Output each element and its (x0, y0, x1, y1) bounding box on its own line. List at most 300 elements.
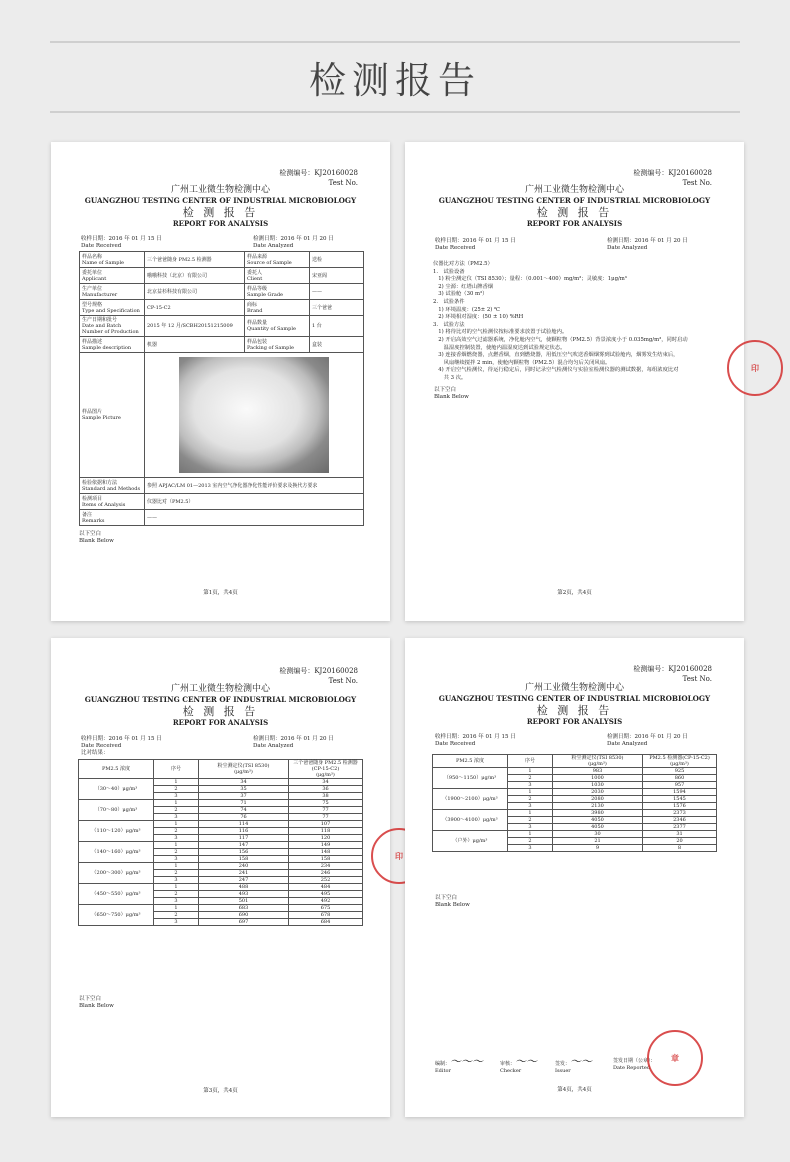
header-dev-unit: (μg/m³) (670, 761, 689, 767)
method-line: 1) 粉尘测定仪（TSI 8530）；量程：（0.001～400）mg/m³；灵敏度：1μg/m³ (433, 276, 627, 283)
ref-value-cell: 35 (199, 786, 289, 793)
heading-underline (50, 111, 740, 113)
table-row (79, 884, 363, 891)
report-title-cn: 检 测 报 告 (536, 704, 613, 717)
test-number-en: Test No. (328, 677, 358, 685)
standard-label: 检验依据和方法 (82, 479, 118, 486)
org-name-en: GUANGZHOU TESTING CENTER OF INDUSTRIAL MICROBIOLOGY (84, 695, 357, 704)
seq-cell: 1 (154, 905, 199, 912)
table-row (79, 842, 363, 849)
picture-label-en: Sample Picture (82, 415, 121, 421)
received-date: 收样日期：2016 年 01 月 15 日 (81, 236, 162, 242)
table-row (433, 810, 717, 817)
method-line: 2) 环境相对湿度：(50 ± 10) %RH (433, 314, 524, 321)
field-label: 样品名称 (82, 253, 103, 260)
editor-label: 编制： (435, 1061, 451, 1067)
sample-picture-row (80, 353, 364, 478)
seq-cell: 3 (154, 856, 199, 863)
seq-cell: 2 (154, 912, 199, 919)
blank-below-en: Blank Below (435, 902, 470, 908)
blank-below-en: Blank Below (79, 1003, 114, 1009)
ref-value-cell: 74 (199, 807, 289, 814)
page-number: 第1页，共4页 (203, 590, 238, 596)
seq-cell: 3 (154, 793, 199, 800)
method-line: 4) 开启空气检测仪，待运行稳定后，同时记录空气检测仪与实验室检测仪器的测试数据，每组浓度比对 (433, 367, 679, 374)
method-line: 仪器比对方法（PM2.5） (433, 261, 493, 267)
report-title-en: REPORT FOR ANALYSIS (526, 717, 623, 726)
checker-label: 审核： (500, 1061, 516, 1067)
items-label: 检测项目 (82, 495, 103, 502)
received-date-en: Date Received (81, 743, 122, 749)
test-number-label: 检测编号：KJ20160028 (633, 169, 712, 177)
range-cell: （户外）μg/m³ (433, 831, 508, 852)
seq-cell: 2 (508, 775, 553, 782)
info-row (80, 337, 364, 353)
seq-cell: 3 (508, 845, 553, 852)
report-header (405, 682, 744, 727)
ref-value-cell: 117 (199, 835, 289, 842)
field-label-en: Quantity of Sample (247, 326, 296, 332)
ref-value-cell: 9 (553, 845, 643, 852)
blank-below-cn: 以下空白 (79, 531, 102, 537)
device-value-cell: 118 (289, 828, 363, 835)
ref-value-cell: 983 (553, 768, 643, 775)
seq-cell: 3 (154, 814, 199, 821)
ref-value-cell: 158 (199, 856, 289, 863)
org-name-en: GUANGZHOU TESTING CENTER OF INDUSTRIAL MICROBIOLOGY (84, 196, 357, 205)
blank-below (435, 895, 470, 909)
seq-cell: 1 (508, 789, 553, 796)
seq-cell: 1 (508, 810, 553, 817)
device-value-cell: 495 (289, 891, 363, 898)
standard-value: 参照 APJAC/LM 01—2013 室内空气净化器净化性能评价要求及换代方要求 (145, 478, 364, 494)
seq-cell: 1 (154, 842, 199, 849)
picture-label: 样品图片 (82, 409, 103, 415)
range-cell: （110～120）μg/m³ (79, 821, 154, 842)
field-label-en: Date and Batch Number of Production (82, 323, 139, 335)
blank-below (434, 387, 469, 401)
field-label-en: Applicant (82, 275, 107, 282)
blank-below-en: Blank Below (79, 538, 114, 544)
field-label: 样品数量 (247, 320, 268, 326)
device-value-cell: 1545 (643, 796, 717, 803)
ref-value-cell: 4050 (553, 824, 643, 831)
range-cell: （70～80）μg/m³ (79, 800, 154, 821)
field-value: 机器 (145, 337, 245, 353)
device-value-cell: 34 (289, 779, 363, 786)
seq-cell: 2 (508, 838, 553, 845)
field-label-en: Client (247, 275, 263, 282)
field-value: 盒装 (310, 337, 364, 353)
method-line: 温湿度控制装置，使舱内温湿度达到试验规定状态。 (433, 344, 566, 351)
ref-value-cell: 1030 (553, 782, 643, 789)
seq-cell: 2 (154, 870, 199, 877)
method-line: 2) 开启高效空气过滤器系统，净化舱内空气，使颗粒物（PM2.5）背景浓度小于 0.035mg/m³，同时启动 (433, 336, 688, 343)
info-row (80, 316, 364, 337)
seq-cell: 2 (154, 891, 199, 898)
method-line: 3. 试验方法 (433, 321, 465, 328)
ref-value-cell: 683 (199, 905, 289, 912)
field-label-en: Sample Grade (247, 291, 284, 298)
blank-below (79, 996, 114, 1010)
seq-cell: 3 (154, 835, 199, 842)
test-number-label: 检测编号：KJ20160028 (279, 667, 358, 675)
range-cell: （140～160）μg/m³ (79, 842, 154, 863)
field-value: —— (310, 284, 364, 300)
range-cell: （950～1150）μg/m³ (433, 768, 508, 789)
ref-value-cell: 3980 (553, 810, 643, 817)
device-value-cell: 484 (289, 884, 363, 891)
checker-signature (500, 1055, 538, 1075)
ref-value-cell: 76 (199, 814, 289, 821)
ref-value-cell: 2080 (553, 796, 643, 803)
field-label: 样品来源 (247, 253, 268, 260)
method-line: 3) 试验舱（30 m³） (433, 291, 488, 298)
device-value-cell: 8 (643, 845, 717, 852)
report-title-cn: 检 测 报 告 (536, 206, 613, 219)
blank-below-en: Blank Below (434, 394, 469, 400)
page-heading: 检测报告 (309, 59, 481, 102)
field-value: 三个爸爸随身 PM2.5 检测器 (145, 252, 245, 268)
field-value: 送检 (310, 252, 364, 268)
field-label: 型号规格 (82, 301, 103, 308)
report-date-label-en: Date Reported (613, 1065, 651, 1071)
remarks-row (80, 510, 364, 526)
test-method-text (433, 261, 723, 383)
report-header (51, 184, 390, 229)
received-date: 收样日期：2016 年 01 月 15 日 (435, 734, 516, 740)
issuer-label: 签发： (555, 1061, 571, 1067)
method-line: 1. 试验设备 (433, 268, 465, 275)
seal-stamp: 印 (371, 828, 427, 884)
device-value-cell: 957 (643, 782, 717, 789)
device-value-cell: 860 (643, 775, 717, 782)
method-line: 1) 将待比对的空气检测仪按标准要求放置于试验舱内。 (433, 329, 568, 336)
device-value-cell: 925 (643, 768, 717, 775)
device-value-cell: 75 (289, 800, 363, 807)
blank-below (79, 531, 114, 545)
method-line: 2) 尘源：红塔山牌香烟 (433, 283, 494, 290)
ref-value-cell: 21 (553, 838, 643, 845)
device-value-cell: 77 (289, 807, 363, 814)
ref-value-cell: 690 (199, 912, 289, 919)
report-header (51, 683, 390, 728)
method-line: 2. 试验条件 (433, 298, 465, 305)
seq-cell: 3 (508, 824, 553, 831)
org-name-en: GUANGZHOU TESTING CENTER OF INDUSTRIAL MICROBIOLOGY (438, 196, 711, 205)
page-number: 第3页，共4页 (203, 1088, 238, 1094)
items-label-en: Items of Analysis (82, 501, 126, 508)
items-row (80, 494, 364, 510)
table-row (433, 789, 717, 796)
blank-below-cn: 以下空白 (434, 387, 457, 393)
field-label-en: Manufacturer (82, 291, 118, 298)
report-title-en: REPORT FOR ANALYSIS (172, 219, 269, 228)
ref-value-cell: 2030 (553, 789, 643, 796)
range-cell: （30～40）μg/m³ (79, 779, 154, 800)
header-dev-unit: (μg/m³) (316, 772, 335, 778)
issuer-handwriting: ～～ (570, 1055, 593, 1068)
device-value-cell: 492 (289, 898, 363, 905)
device-value-cell: 678 (289, 912, 363, 919)
received-date: 收样日期：2016 年 01 月 15 日 (435, 238, 516, 244)
ref-value-cell: 488 (199, 884, 289, 891)
field-label: 生产单位 (82, 285, 103, 292)
field-value: CP-15-C2 (145, 300, 245, 316)
field-label: 样品描述 (82, 338, 103, 345)
ref-value-cell: 241 (199, 870, 289, 877)
seq-cell: 1 (154, 821, 199, 828)
table-header-row (79, 760, 363, 779)
remarks-value: —— (145, 510, 364, 526)
field-label: 样品包装 (247, 338, 268, 345)
seq-cell: 1 (154, 884, 199, 891)
ref-value-cell: 34 (199, 779, 289, 786)
report-title-en: REPORT FOR ANALYSIS (526, 219, 623, 228)
test-number-en: Test No. (682, 179, 712, 187)
device-value-cell: 149 (289, 842, 363, 849)
field-label: 委托人 (247, 269, 263, 276)
org-name-cn: 广州工业微生物检测中心 (524, 683, 624, 693)
report-page-2 (405, 142, 759, 621)
table-row (433, 831, 717, 838)
device-value-cell: 2377 (643, 824, 717, 831)
field-label-en: Type and Specification (82, 307, 140, 314)
issuer-label-en: Issuer (555, 1068, 571, 1074)
editor-handwriting: ～～～ (450, 1055, 484, 1068)
analyzed-date-en: Date Analyzed (607, 741, 648, 747)
device-value-cell: 246 (289, 870, 363, 877)
ref-value-cell: 4050 (553, 817, 643, 824)
field-value: 2015 年 12 月/SCBH20151215009 (145, 316, 245, 337)
seq-cell: 3 (154, 919, 199, 926)
method-line: 风扇继续搅拌 2 min，使舱内颗粒物（PM2.5）混合均匀后关闭风扇。 (433, 359, 611, 366)
table-row (79, 821, 363, 828)
device-value-cell: 675 (289, 905, 363, 912)
editor-label-en: Editor (435, 1068, 451, 1074)
report-date-label: 签发日期（公章）： (613, 1058, 656, 1064)
field-label: 商标 (247, 301, 258, 308)
ref-value-cell: 156 (199, 849, 289, 856)
seq-cell: 2 (154, 786, 199, 793)
header-dev: 三个爸爸随身 PM2.5 检测器 (293, 760, 358, 766)
checker-handwriting: ～～ (515, 1055, 538, 1068)
ref-value-cell: 71 (199, 800, 289, 807)
sample-photo (179, 357, 329, 473)
report-header (405, 184, 744, 229)
info-row (80, 252, 364, 268)
device-value-cell: 107 (289, 821, 363, 828)
official-seal-stamp: 章 (647, 1030, 703, 1086)
method-line: 共 3 次。 (433, 374, 467, 381)
field-value: 1 台 (310, 316, 364, 337)
report-page-4 (405, 638, 744, 1117)
ref-value-cell: 247 (199, 877, 289, 884)
ref-value-cell: 147 (199, 842, 289, 849)
seq-cell: 2 (508, 796, 553, 803)
analyzed-date: 检测日期：2016 年 01 月 20 日 (607, 734, 688, 740)
seq-cell: 2 (154, 849, 199, 856)
device-value-cell: 31 (643, 831, 717, 838)
comparison-table (78, 759, 363, 926)
device-value-cell: 77 (289, 814, 363, 821)
field-label-en: Source of Sample (247, 259, 292, 266)
blank-below-cn: 以下空白 (435, 895, 458, 901)
test-number-en: Test No. (328, 179, 358, 187)
seq-cell: 3 (154, 898, 199, 905)
ref-value-cell: 501 (199, 898, 289, 905)
field-value: 宋亚阁 (310, 268, 364, 284)
info-row (80, 284, 364, 300)
field-label: 生产日期和批号 (82, 317, 118, 323)
seq-cell: 3 (508, 803, 553, 810)
seq-cell: 1 (508, 768, 553, 775)
header-range: PM2.5 浓度 (79, 760, 154, 779)
test-number-en: Test No. (682, 675, 712, 683)
standard-row (80, 478, 364, 494)
ref-value-cell: 30 (553, 831, 643, 838)
table-row (79, 905, 363, 912)
device-value-cell: 36 (289, 786, 363, 793)
seq-cell: 1 (508, 831, 553, 838)
header-range: PM2.5 浓度 (433, 755, 508, 768)
ref-value-cell: 2130 (553, 803, 643, 810)
analyzed-date-en: Date Analyzed (253, 743, 294, 749)
header-ref-unit: (μg/m³) (234, 769, 253, 775)
field-label-en: Brand (247, 307, 263, 314)
items-value: 仪器比对（PM2.5） (145, 494, 364, 510)
device-value-cell: 2373 (643, 810, 717, 817)
header-seq: 序号 (508, 755, 553, 768)
seal-stamp: 印 (727, 340, 783, 396)
range-cell: （3900～4100）μg/m³ (433, 810, 508, 831)
info-row (80, 300, 364, 316)
analyzed-date: 检测日期：2016 年 01 月 20 日 (253, 236, 334, 242)
report-page-3 (51, 638, 403, 1117)
device-value-cell: 38 (289, 793, 363, 800)
field-label-en: Sample description (82, 344, 132, 351)
table-row (79, 779, 363, 786)
page-number: 第2页，共4页 (557, 590, 592, 596)
received-date: 收样日期：2016 年 01 月 15 日 (81, 736, 162, 742)
table-row (433, 768, 717, 775)
ref-value-cell: 116 (199, 828, 289, 835)
device-value-cell: 1576 (643, 803, 717, 810)
range-cell: （1900～2100）μg/m³ (433, 789, 508, 810)
method-line: 1) 环境温度：(25± 2) ℃ (433, 306, 500, 313)
blank-below-cn: 以下空白 (79, 996, 102, 1002)
comparison-table (432, 754, 717, 852)
header-dev-model: (CP-15-C2) (311, 766, 340, 772)
field-value: 三个爸爸 (310, 300, 364, 316)
ref-value-cell: 697 (199, 919, 289, 926)
org-name-cn: 广州工业微生物检测中心 (170, 185, 270, 195)
seq-cell: 1 (154, 800, 199, 807)
table-header-row (433, 755, 717, 768)
device-value-cell: 158 (289, 856, 363, 863)
device-value-cell: 148 (289, 849, 363, 856)
field-label: 委托单位 (82, 269, 103, 276)
editor-signature (435, 1055, 484, 1075)
range-cell: （450～550）μg/m³ (79, 884, 154, 905)
sample-info-table (79, 251, 364, 526)
seq-cell: 1 (154, 863, 199, 870)
results-title: 比对结果： (81, 750, 109, 756)
remarks-label-en: Remarks (82, 517, 105, 524)
range-cell: （650～750）μg/m³ (79, 905, 154, 926)
table-row (79, 863, 363, 870)
report-page-1 (51, 142, 390, 621)
ref-value-cell: 240 (199, 863, 289, 870)
report-title-cn: 检 测 报 告 (182, 206, 259, 219)
device-value-cell: 1594 (643, 789, 717, 796)
header-ref-unit: (μg/m³) (588, 761, 607, 767)
standard-label-en: Standard and Methods (82, 485, 141, 492)
info-row (80, 268, 364, 284)
test-number (633, 664, 712, 684)
header-seq: 序号 (154, 760, 199, 779)
header-ref: 粉尘测定仪(TSI 8530) (571, 755, 624, 761)
seq-cell: 2 (154, 807, 199, 814)
device-value-cell: 2346 (643, 817, 717, 824)
device-value-cell: 252 (289, 877, 363, 884)
checker-label-en: Checker (500, 1068, 522, 1074)
device-value-cell: 234 (289, 863, 363, 870)
field-value: 北京益杉科技有限公司 (145, 284, 245, 300)
device-value-cell: 120 (289, 835, 363, 842)
ref-value-cell: 493 (199, 891, 289, 898)
seq-cell: 2 (154, 828, 199, 835)
seq-cell: 3 (154, 877, 199, 884)
analyzed-date: 检测日期：2016 年 01 月 20 日 (253, 736, 334, 742)
ref-value-cell: 114 (199, 821, 289, 828)
field-label-en: Name of Sample (82, 259, 125, 266)
analyzed-date-en: Date Analyzed (607, 245, 648, 251)
table-row (79, 800, 363, 807)
ref-value-cell: 1000 (553, 775, 643, 782)
test-number-label: 检测编号：KJ20160028 (279, 169, 358, 177)
seq-cell: 2 (508, 817, 553, 824)
analyzed-date: 检测日期：2016 年 01 月 20 日 (607, 238, 688, 244)
ref-value-cell: 37 (199, 793, 289, 800)
remarks-label: 备注 (82, 511, 93, 518)
header-ref: 粉尘测定仪(TSI 8530) (217, 763, 270, 769)
report-title-en: REPORT FOR ANALYSIS (172, 718, 269, 727)
seq-cell: 3 (508, 782, 553, 789)
field-value: 哦哦科技（北京）有限公司 (145, 268, 245, 284)
received-date-en: Date Received (435, 245, 476, 251)
page-number: 第4页，共4页 (557, 1087, 592, 1093)
field-label-en: Packing of Sample (247, 344, 294, 351)
device-value-cell: 20 (643, 838, 717, 845)
range-cell: （200～300）μg/m³ (79, 863, 154, 884)
test-number-label: 检测编号：KJ20160028 (633, 665, 712, 673)
header-dev: PM2.5 检测器(CP-15-C2) (649, 755, 710, 761)
received-date-en: Date Received (435, 741, 476, 747)
received-date-en: Date Received (81, 243, 122, 249)
org-name-en: GUANGZHOU TESTING CENTER OF INDUSTRIAL MICROBIOLOGY (438, 694, 711, 703)
field-label: 样品等级 (247, 285, 268, 292)
seq-cell: 1 (154, 779, 199, 786)
org-name-cn: 广州工业微生物检测中心 (524, 185, 624, 195)
device-value-cell: 684 (289, 919, 363, 926)
org-name-cn: 广州工业微生物检测中心 (170, 684, 270, 694)
top-divider (50, 41, 740, 43)
analyzed-date-en: Date Analyzed (253, 243, 294, 249)
report-title-cn: 检 测 报 告 (182, 705, 259, 718)
issuer-signature (555, 1055, 593, 1075)
method-line: 3) 连接香烟燃烧器，点燃香烟，直到燃烧器，用低压空气吹送香烟烟雾到试验舱内，烟雾发生结束后， (433, 352, 679, 359)
